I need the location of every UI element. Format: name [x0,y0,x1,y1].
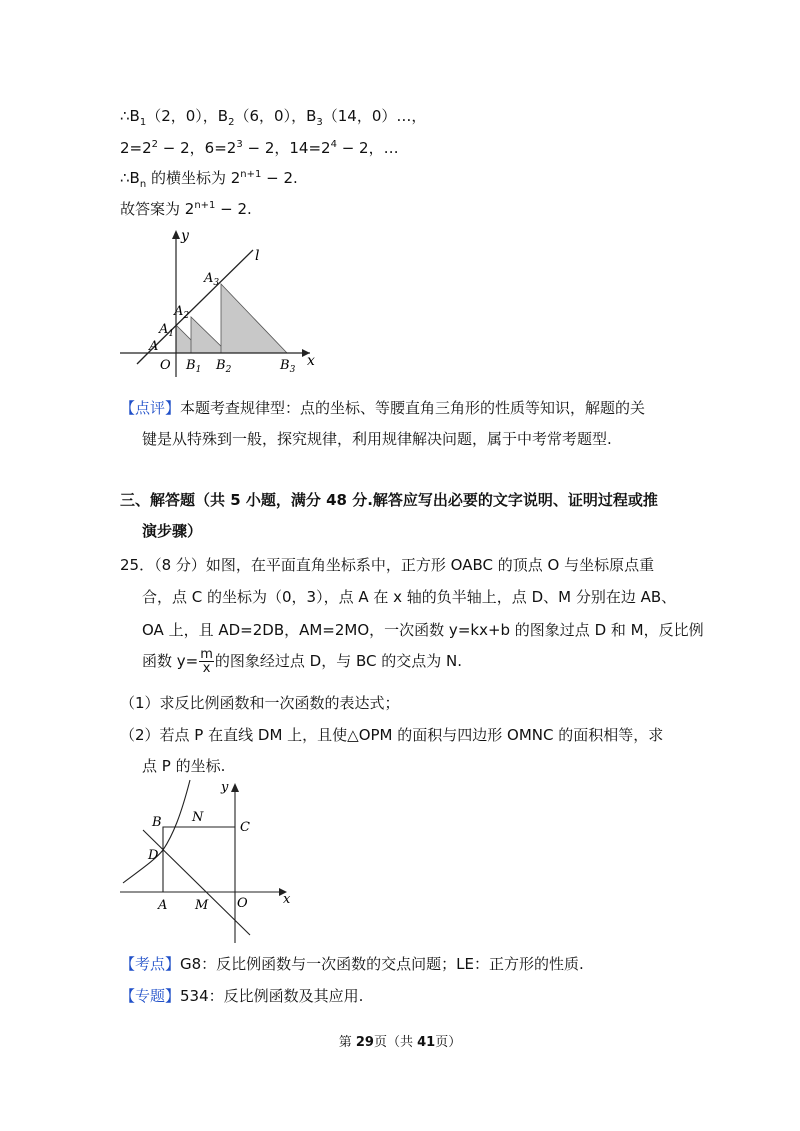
label-A3: $A_3$ [204,271,220,288]
label-M: M [195,898,209,913]
comment-tag: 【点评】 [120,399,181,417]
label-y: y [221,780,229,795]
q25-line-2: 合，点 C 的坐标为（0，3），点 A 在 x 轴的负半轴上，点 D、M 分别在边 AB、 [142,588,677,606]
solution-line-3: $\therefore B_n$ 的横坐标为 $2^{n+1} - 2$. [120,169,298,190]
label-A: A [149,339,159,354]
comment-line-2: 键是从特殊到一般，探究规律，利用规律解决问题，属于中考常考题型. [142,430,612,448]
section-heading-cont: 演步骤） [142,522,203,540]
q25-part-2: （2）若点 P 在直线 DM 上，且使△OPM 的面积与四边形 OMNC 的面积相等，求 [120,726,664,744]
solution-line-1: $\therefore B_1(2$，0），$B_2(6$，0），$B_3(14$，0）…， [120,107,427,128]
hyperbola [123,780,190,883]
label-B: B [152,815,162,830]
line-l-ext [137,353,148,364]
label-O: O [160,358,171,373]
q25-part-2-cont: 点 P 的坐标. [142,757,226,775]
label-B1: $B_1$ [186,358,202,375]
zhuanti-line: 【专题】534：反比例函数及其应用. [120,987,364,1005]
label-x: x [307,353,315,369]
figure-triangles [115,222,325,382]
zhuanti-tag: 【专题】 [120,987,181,1005]
solution-line-2: $2=2^2 - 2$，$6=2^3 - 2$，$14=2^4 - 2$，… [120,139,399,157]
label-y: y [181,228,189,244]
line-DM [143,830,250,935]
fraction-m-over-x: $\frac{m}{x}$ [200,647,213,676]
label-C: C [240,820,250,835]
y-axis-arrow [172,230,180,239]
label-l: l [255,248,260,264]
label-B2: $B_2$ [216,358,232,375]
answer-line: 故答案为 $2^{n+1} - 2$. [120,200,252,218]
q25-line-1: 25．（8 分）如图，在平面直角坐标系中，正方形 OABC 的顶点 O 与坐标原点重 [120,556,655,574]
label-x: x [283,892,291,907]
q25-line-3: OA 上，且 AD=2DB，AM=2MO，一次函数 y=kx+b 的图象过点 D 和 M，反比例 [142,621,704,639]
kaodian-tag: 【考点】 [120,955,181,973]
figure-square [115,775,300,945]
q25-line-4: 函数 y= $\frac{m}{x}$ 的图象经过点 D，与 BC 的交点为 N. [142,647,463,676]
page-footer: 第 29页（共 41页） [338,1035,462,1050]
label-O: O [237,896,248,911]
section-heading: 三、解答题（共 5 小题，满分 48 分.解答应写出必要的文字说明、证明过程或推 [120,491,658,509]
shaded-triangles [176,284,287,353]
triangle-3 [221,284,287,353]
kaodian-line: 【考点】G8：反比例函数与一次函数的交点问题；LE：正方形的性质. [120,955,584,973]
label-D: D [148,848,159,863]
q25-part-1: （1）求反比例函数和一次函数的表达式； [120,694,400,712]
label-A1: $A_1$ [159,322,175,339]
y-axis-arrow [231,783,239,792]
comment-line-1: 【点评】本题考查规律型：点的坐标、等腰直角三角形的性质等知识，解题的关 [120,399,646,417]
label-A: A [158,898,168,913]
label-A2: $A_2$ [174,304,190,321]
label-B3: $B_3$ [280,358,296,375]
label-N: N [192,810,204,825]
